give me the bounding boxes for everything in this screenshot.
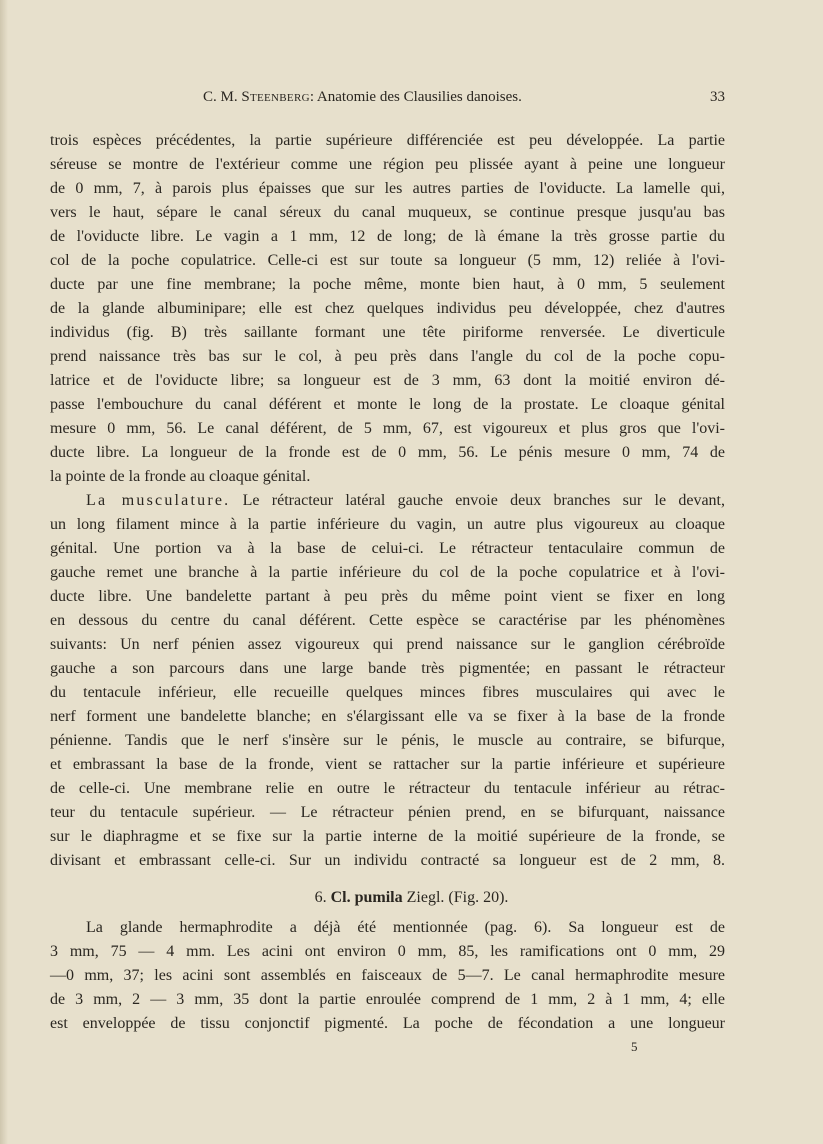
signature-mark: 5: [631, 1039, 638, 1054]
section-species-name: Cl. pumila: [330, 889, 403, 906]
running-title-author: Steenberg: [241, 89, 310, 105]
section-number: 6.: [314, 889, 331, 906]
text-line: ducte par une fine membrane; la poche même, monte bien haut, à 0 mm, 5 seulement: [50, 276, 725, 293]
text-line: ducte libre. Une bandelette partant à peu près du même point vient se fixer en long: [50, 588, 725, 605]
text-line: La musculature. Le rétracteur latéral gauche envoie deux branches sur le devant,: [86, 492, 725, 509]
text-line: individus (fig. B) très saillante formant une tête piriforme renversée. Le diverticule: [50, 324, 725, 341]
text-line: de 3 mm, 2 — 3 mm, 35 dont la partie enroulée comprend de 1 mm, 2 à 1 mm, 4; elle: [50, 991, 725, 1008]
text-line: nerf forment une bandelette blanche; en s'élargissant elle va se fixer à la base de la fronde: [50, 708, 725, 725]
spaced-heading-word: La musculature.: [86, 492, 231, 509]
text-line: trois espèces précédentes, la partie supérieure différenciée est peu développée. La partie: [50, 132, 725, 149]
text-line: gauche remet une branche à la partie inférieure du col de la poche copulatrice et à l'ovi-: [50, 564, 725, 581]
text-line: de celle-ci. Une membrane relie en outre le rétracteur du tentacule inférieur au rétrac-: [50, 780, 725, 797]
text-line: de 0 mm, 7, à parois plus épaisses que sur les autres parties de l'oviducte. La lamelle qui,: [50, 180, 725, 197]
text-line: mesure 0 mm, 56. Le canal déférent, de 5 mm, 67, est vigoureux et plus gros que l'ovi-: [50, 420, 725, 437]
running-title-rest: : Anatomie des Clausilies danoises.: [309, 89, 522, 105]
text-line: divisant et embrassant celle-ci. Sur un individu contracté sa longueur est de 2 mm, 8.: [50, 852, 725, 869]
text-line: suivants: Un nerf pénien assez vigoureux qui prend naissance sur le ganglion cérébroïde: [50, 636, 725, 653]
section-heading-rest: Ziegl. (Fig. 20).: [402, 889, 509, 906]
text-line: génital. Une portion va à la base de celui-ci. Le rétracteur tentaculaire commun de: [50, 540, 725, 557]
text-line: col de la poche copulatrice. Celle-ci est sur toute sa longueur (5 mm, 12) reliée à l'ovi-: [50, 252, 725, 269]
text-line: —0 mm, 37; les acini sont assemblés en faisceaux de 5—7. Le canal hermaphrodite mesure: [50, 967, 725, 984]
text-line: séreuse se montre de l'extérieur comme une région peu plissée ayant à peine une longueur: [50, 156, 725, 173]
text-line: prend naissance très bas sur le col, à peu près dans l'angle du col de la poche copu-: [50, 348, 725, 365]
text-line: sur le diaphragme et se fixe sur la partie interne de la moitié supérieure de la fronde, se: [50, 828, 725, 845]
section-heading: [0, 886, 823, 910]
text-line: pénienne. Tandis que le nerf s'insère sur le pénis, le muscle au contraire, se bifurque,: [50, 732, 725, 749]
text-line: ducte libre. La longueur de la fronde est de 0 mm, 56. Le pénis mesure 0 mm, 74 de: [50, 444, 725, 461]
text-line: du tentacule inférieur, elle recueille quelques minces fibres musculaires qui avec le: [50, 684, 725, 701]
page-number: 33: [710, 89, 725, 105]
text-line: en dessous du centre du canal déférent. Cette espèce se caractérise par les phénomènes: [50, 612, 725, 629]
text-line: 3 mm, 75 — 4 mm. Les acini ont environ 0 mm, 85, les ramifications ont 0 mm, 29: [50, 943, 725, 960]
text-line: est enveloppée de tissu conjonctif pigmenté. La poche de fécondation a une longueur: [50, 1015, 725, 1032]
text-line: de l'oviducte libre. Le vagin a 1 mm, 12 de long; de là émane la très grosse partie du: [50, 228, 725, 245]
text-line: vers le haut, sépare le canal séreux du canal muqueux, se continue presque jusqu'au bas: [50, 204, 725, 221]
text-line: un long filament mince à la partie inférieure du vagin, un autre plus vigoureux au cloaque: [50, 516, 725, 533]
text-line: passe l'embouchure du canal déférent et monte le long de la prostate. Le cloaque génital: [50, 396, 725, 413]
text-line: gauche a son parcours dans une large bande très pigmentée; en passant le rétracteur: [50, 660, 725, 677]
text-line: La glande hermaphrodite a déjà été mentionnée (pag. 6). Sa longueur est de: [86, 919, 725, 936]
running-title: [203, 89, 522, 106]
text-line: et embrassant la base de la fronde, vient se rattacher sur la partie inférieure et supérieure: [50, 756, 725, 773]
running-head: [50, 89, 725, 111]
text-line: de la glande albuminipare; elle est chez quelques individus peu développée, chez d'autres: [50, 300, 725, 317]
text-line: teur du tentacule supérieur. — Le rétracteur pénien prend, en se bifurquant, naissance: [50, 804, 725, 821]
text-line: latrice et de l'oviducte libre; sa longueur est de 3 mm, 63 dont la moitié environ dé-: [50, 372, 725, 389]
text-line: la pointe de la fronde au cloaque génital.: [50, 468, 311, 485]
running-title-prefix: C. M.: [203, 89, 242, 105]
page-edge: [0, 0, 8, 1144]
